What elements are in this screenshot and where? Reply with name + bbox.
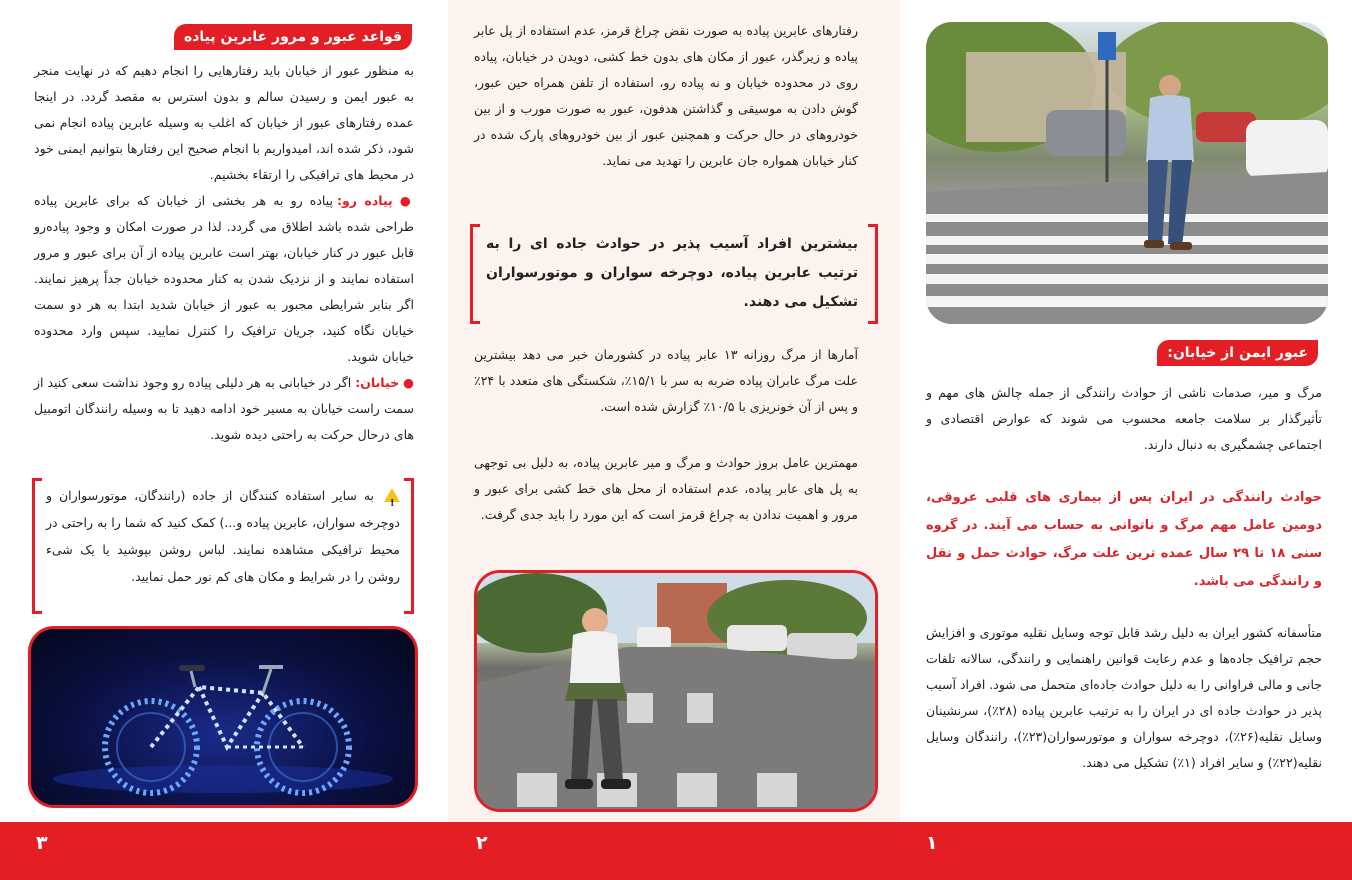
bicycle-illustration <box>31 629 415 805</box>
rules-intro: به منظور عبور از خیابان باید رفتارهایی را انجام دهیم که در نهایت منجر به عبور ایمن و رسیدن سالم و بدون استرس به مقصد گردد. در اینجا عمده رفتارهای عبور از خیابان که اغلب به وسیله عابرین پیاده انجام نمی شود، ذکر شده اند، امیدواریم با انجام صحیح این رفتارها بتوانیم ایمنی خود در محیط های ترافیکی را ارتقاء بخشیم. ● پیاده رو: پیاده رو به هر بخشی از خیابان که برای عابرین پیاده طراحی شده باشد اطلاق می گردد. لذا در صورت امکان و وجود پیاده‌رو قابل عبور در کنار خیابان، بهتر است عابرین پیاده از آن برای عبور و مرور استفاده نمایند و از نزدیک شدن به کنار محدوده خیابان جداً پرهیز نمایند. اگر بنابر شرایطی مجبور به عبور از خیابان شدید ابتدا به هر دو سمت خیابان نگاه کنید، جریان ترافیک را کنترل نمایید. سپس وارد محدوده خیابان شوید. ● خیابان: اگر در خیابانی به هر دلیلی پیاده رو وجود نداشت سعی کنید از سمت راست خیابان به مسیر خود ادامه دهید تا به وسیله رانندگان اتومبیل های درحال حرکت به راحتی دیده شوید. <box>33 63 414 442</box>
road-accidents-intro: مرگ و میر، صدمات ناشی از حوادث رانندگی از جمله چالش های مهم و تأثیرگذار بر سلامت جامعه محسوب می شوند که عوارض اقتصادی و اجتماعی چشمگیری به دنبال دارند. <box>926 385 1322 452</box>
footer-bar <box>0 822 1352 880</box>
pedestrian-crossing-photo <box>926 22 1328 324</box>
warning-icon <box>384 488 400 502</box>
pedestrian-phone-photo <box>474 570 878 812</box>
page-1-panel <box>900 0 1352 822</box>
iran-casualties-text: متأسفانه کشور ایران به دلیل رشد قابل توجه وسایل نقلیه موتوری و افزایش حجم ترافیک جاده‌ها و عدم رعایت قوانین راهنمایی و رانندگی، سالانه تلفات جانی و مالی فراوانی را به دلیل حوادث جاده‌ای متحمل می شود. افراد آسیب پذیر در حوادث جاده ای در ایران را به ترتیب عابرین پیاده (۲۸٪)، سرنشینان وسایل نقلیه(۲۶٪)، دوچرخه سواران و موتورسواران(۲۳٪)، رانندگان وسایل نقلیه(۲۲٪) و سایر افراد (۱٪) تشکیل می دهند. <box>925 625 1322 770</box>
warning-box <box>32 478 414 614</box>
street-label: خیابان: <box>355 375 400 390</box>
warning-text: به سایر استفاده کنندگان از جاده (رانندگان، موتورسواران و دوچرخه سواران، عابرین پیاده و...) کمک کنید که شما را به راحتی در محیط ترافیکی مشاهده نمایند. لباس روشن بپوشید یا یک شیء روشن را در شرایط و مکان های کم نور حمل نمایید. <box>46 488 400 584</box>
section-heading-safe-crossing: عبور ایمن از خیابان: <box>1157 340 1318 366</box>
pedestrian-behaviors-text: رفتارهای عابرین پیاده به صورت نقض چراغ قرمز، عدم استفاده از پل عابر پیاده و زیرگذر، عبور از مکان های بدون خط کشی، دویدن در خیابان، پیاده روی در محدوده خیابان و نه پیاده رو، استفاده از تلفن همراه حین عبور، گوش دادن به موسیقی و گذاشتن هدفون، عبور به صورت مورب و از بین خودروهای در حال حرکت و همچنین عبور از بین خودروهای پارک شده در کنار خیابان همواره جان عابرین را تهدید می نماید. <box>474 23 858 168</box>
page-number-3: ۳ <box>36 832 48 854</box>
main-causes-text: مهمترین عامل بروز حوادث و مرگ و میر عابرین پیاده، به دلیل بی توجهی به پل های عابر پیاده، عدم استفاده از محل های خط کشی برای عبور و مرور و اهمیت ندادن به چراغ قرمز است که این مورد را باید جدی گرفت. <box>474 455 858 522</box>
sidewalk-text: پیاده رو به هر بخشی از خیابان که برای عابرین پیاده طراحی شده باشد اطلاق می گردد. لذا در صورت امکان و وجود پیاده‌رو قابل عبور در کنار خیابان، بهتر است عابرین پیاده از آن برای عبور و مرور استفاده نمایند و از نزدیک شدن به کنار محدوده خیابان جداً پرهیز نمایند. اگر بنابر شرایطی مجبور به عبور از خیابان شدید ابتدا به هر دو سمت خیابان نگاه کنید، جریان ترافیک را کنترل نمایید. سپس وارد محدوده خیابان شوید. <box>34 193 414 364</box>
page-number-1: ۱ <box>926 832 938 854</box>
section-heading-rules: قواعد عبور و مرور عابرین پیاده <box>174 24 412 50</box>
crosswalk-street-scene <box>926 22 1328 324</box>
bullet-dot: ● <box>403 375 414 390</box>
pedestrian-statistics-text: آمارها از مرگ روزانه ۱۳ عابر پیاده در کشورمان خبر می دهد بیشترین علت مرگ عابران پیاده ضربه به سر با ۱۵/۱٪، شکستگی های متعدد با ۲۴٪ و پس از آن خونریزی با ۱۰/۵٪ گزارش شده است. <box>474 347 858 414</box>
sidewalk-label: پیاده رو: <box>336 193 393 208</box>
bullet-dot: ● <box>399 193 414 208</box>
page-2-panel <box>448 0 900 822</box>
lit-bicycle-photo <box>28 626 418 808</box>
accidents-ranking-highlight: حوادث رانندگی در ایران پس از بیماری های قلبی عروقی، دومین عامل مهم مرگ و ناتوانی به حساب می آیند. در گروه سنی ۱۸ تا ۲۹ سال عمده ترین علت مرگ، حوادث حمل و نقل و رانندگی می باشد. <box>926 490 1322 589</box>
quote-box <box>470 224 878 324</box>
crosswalk-scene <box>477 573 875 809</box>
street-text: اگر در خیابانی به هر دلیلی پیاده رو وجود نداشت سعی کنید از سمت راست خیابان به مسیر خود ادامه دهید تا به وسیله رانندگان اتومبیل های درحال حرکت به راحتی دیده شوید. <box>33 375 414 442</box>
vulnerable-groups-quote: بیشترین افراد آسیب پذیر در حوادث جاده ای را به ترتیب عابرین پیاده، دوچرخه سواران و موتورسواران تشکیل می دهند. <box>486 236 858 310</box>
page-3-panel <box>0 0 448 822</box>
page-number-2: ۲ <box>476 832 488 854</box>
